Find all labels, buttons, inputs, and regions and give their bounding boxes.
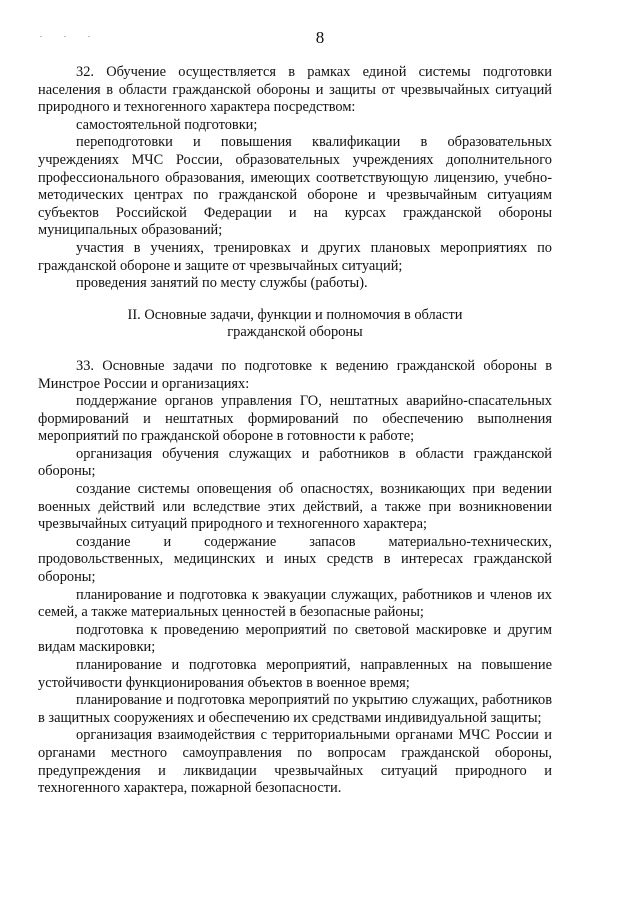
list-item: планирование и подготовка мероприятий по укрытию служащих, работников в защитных сооружениях и обеспечению их средствами индивидуальной защиты; bbox=[38, 692, 552, 726]
list-item: переподготовки и повышения квалификации в образовательных учреждениях МЧС России, образовательных учреждениях дополнительного профессионального образования, имеющих соответствующую лицензию, учебно-методических центрах по гражданской обороне и чрезвычайным ситуациям субъектов Российской Федерации и на курсах гражданской обороны муниципальных образований; bbox=[38, 134, 552, 239]
paragraph-33: 33. Основные задачи по подготовке к ведению гражданской обороны в Минстрое России и организациях: bbox=[38, 357, 552, 392]
list-item: создание и содержание запасов материально-технических, продовольственных, медицинских и иных средств в интересах гражданской обороны; bbox=[38, 533, 552, 586]
document-body bbox=[38, 64, 552, 798]
list-item: организация взаимодействия с территориальными органами МЧС России и органами местного самоуправления по вопросам гражданской обороны, предупреждения и ликвидации чрезвычайных ситуаций природного и техногенного характера, пожарной безопасности. bbox=[38, 727, 552, 797]
list-item: планирование и подготовка мероприятий, направленных на повышение устойчивости функционирования объектов в военное время; bbox=[38, 657, 552, 691]
page-number: 8 bbox=[315, 28, 325, 47]
list-item: подготовка к проведению мероприятий по световой маскировке и другим видам маскировки; bbox=[38, 621, 552, 656]
list-item: участия в учениях, тренировках и других плановых мероприятиях по гражданской обороне и защите от чрезвычайных ситуаций; bbox=[38, 239, 552, 274]
section-heading-line-1: II. Основные задачи, функции и полномочия в области bbox=[127, 306, 463, 323]
list-item: планирование и подготовка к эвакуации служащих, работников и членов их семей, а также материальных ценностей в безопасные районы; bbox=[38, 586, 552, 621]
list-item: самостоятельной подготовки; bbox=[76, 116, 258, 133]
list-item: создание системы оповещения об опасностях, возникающих при ведении военных действий или вследствие этих действий, а также при возникновении чрезвычайных ситуаций природного и техногенного характера; bbox=[38, 481, 552, 533]
scan-specks: . . . bbox=[40, 30, 100, 39]
list-item: поддержание органов управления ГО, нештатных аварийно-спасательных формирований и нештатных формирований по обеспечению выполнения мероприятий по гражданской обороне в готовности к работе; bbox=[38, 393, 552, 445]
list-item: проведения занятий по месту службы (работы). bbox=[76, 275, 368, 292]
list-item: организация обучения служащих и работников в области гражданской обороны; bbox=[38, 445, 552, 480]
section-heading bbox=[38, 307, 552, 342]
section-heading-line-2: гражданской обороны bbox=[227, 324, 363, 341]
paragraph-32: 32. Обучение осуществляется в рамках единой системы подготовки населения в области гражданской обороны и защиты от чрезвычайных ситуаций природного и техногенного характера посредством: bbox=[38, 64, 552, 116]
